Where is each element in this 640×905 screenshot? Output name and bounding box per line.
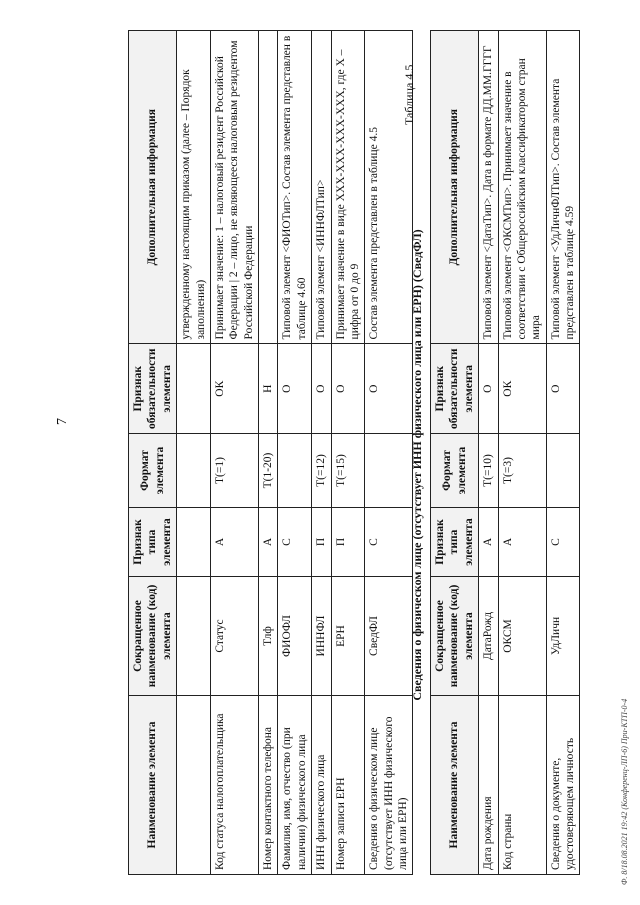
table-row — [210, 31, 258, 875]
cell: Типовой элемент <ОКСМТип>. Принимает значение в соответствии с Общероссийским классификатором стран мира — [498, 31, 546, 344]
cell: T(=12) — [312, 434, 331, 508]
cell: T(1-20) — [259, 434, 278, 508]
cell: Код страны — [498, 696, 546, 875]
cell: Типовой элемент <ФИОТип>. Состав элемента представлен в таблице 4.60 — [278, 31, 312, 344]
cell: Типовой элемент <ДатаТип>. Дата в формате ДД.ММ.ГГГГ — [479, 31, 498, 344]
header-code: Сокращенное наименование (код) элемента — [129, 577, 177, 696]
cell: Код статуса налогоплательщика — [210, 696, 258, 875]
header-type: Признак типа элемента — [431, 508, 479, 577]
cell: T(=10) — [479, 434, 498, 508]
cell: Сведения о документе, удостоверяющем личность — [546, 696, 580, 875]
cell: Н — [259, 344, 278, 434]
header-name: Наименование элемента — [129, 696, 177, 875]
cell: П — [331, 508, 365, 577]
table-header-row — [431, 31, 479, 875]
cell: Принимает значение в виде XXX-XXX-XXX-XXX, где X – цифра от 0 до 9 — [331, 31, 365, 344]
cell — [278, 434, 312, 508]
cell: ФИОФЛ — [278, 577, 312, 696]
cell: Сведения о физическом лице (отсутствует ИНН физического лица или ЕРН) — [365, 696, 413, 875]
cell: ОК — [210, 344, 258, 434]
cell: А — [210, 508, 258, 577]
cell: Дата рождения — [479, 696, 498, 875]
cell: ОКСМ — [498, 577, 546, 696]
table-row — [479, 31, 498, 875]
cell: СведФЛ — [365, 577, 413, 696]
header-info: Дополнительная информация — [129, 31, 177, 344]
cell: О — [365, 344, 413, 434]
cell: П — [312, 508, 331, 577]
cell — [177, 508, 211, 577]
header-required: Признак обязательности элемента — [431, 344, 479, 434]
cell: А — [259, 508, 278, 577]
cell: Фамилия, имя, отчество (при наличии) физического лица — [278, 696, 312, 875]
header-format: Формат элемента — [431, 434, 479, 508]
cell: Принимает значение: 1 – налоговый резидент Российской Федерации | 2 – лицо, не являющееся налоговым резидентом Российской Федерации — [210, 31, 258, 344]
header-name: Наименование элемента — [431, 696, 479, 875]
cell — [177, 696, 211, 875]
cell — [259, 31, 278, 344]
table-row — [331, 31, 365, 875]
table-label: Таблица 4.5 — [402, 64, 416, 125]
table-header-row — [129, 31, 177, 875]
cell: T(=3) — [498, 434, 546, 508]
cell — [177, 344, 211, 434]
page-number: 7 — [55, 418, 70, 425]
cell — [546, 434, 580, 508]
cell: О — [312, 344, 331, 434]
cell: Тлф — [259, 577, 278, 696]
cell: А — [479, 508, 498, 577]
cell: ИННФЛ — [312, 577, 331, 696]
table-title: Сведения о физическом лице (отсутствует ИНН физического лица или ЕРН) (СведФЛ) — [410, 229, 424, 701]
cell: Статус — [210, 577, 258, 696]
cell: С — [546, 508, 580, 577]
cell: ЕРН — [331, 577, 365, 696]
table-row — [546, 31, 580, 875]
table-row — [365, 31, 413, 875]
table-row — [312, 31, 331, 875]
table-row — [259, 31, 278, 875]
cell: С — [365, 508, 413, 577]
cell: УдЛичн — [546, 577, 580, 696]
cell: О — [278, 344, 312, 434]
cell: ОК — [498, 344, 546, 434]
cell: T(=1) — [210, 434, 258, 508]
cell: О — [479, 344, 498, 434]
cell: ИНН физического лица — [312, 696, 331, 875]
cell: Номер контактного телефона — [259, 696, 278, 875]
cell — [365, 434, 413, 508]
table-row — [278, 31, 312, 875]
header-type: Признак типа элемента — [129, 508, 177, 577]
header-info: Дополнительная информация — [431, 31, 479, 344]
cell: С — [278, 508, 312, 577]
footer-stamp: Ф. 8/18.08.2021 19:42 (Конференц-ЛП-6) При-КТП-0-4 — [620, 698, 629, 885]
cell: Типовой элемент <ИННФЛТип> — [312, 31, 331, 344]
cell: утвержденному настоящим приказом (далее – Порядок заполнения) — [177, 31, 211, 344]
cell: О — [546, 344, 580, 434]
table-sved-fl — [430, 30, 580, 875]
cell: О — [331, 344, 365, 434]
header-format: Формат элемента — [129, 434, 177, 508]
cell: ДатаРожд — [479, 577, 498, 696]
cell: Типовой элемент <УдЛичнФЛТип>. Состав элемента представлен в таблице 4.59 — [546, 31, 580, 344]
cell — [177, 434, 211, 508]
cell: Состав элемента представлен в таблице 4.5 — [365, 31, 413, 344]
header-required: Признак обязательности элемента — [129, 344, 177, 434]
table-row — [498, 31, 546, 875]
cell: А — [498, 508, 546, 577]
table-row — [177, 31, 211, 875]
cell — [177, 577, 211, 696]
cell: T(=15) — [331, 434, 365, 508]
cell: Номер записи ЕРН — [331, 696, 365, 875]
table-element-spec — [128, 30, 413, 875]
header-code: Сокращенное наименование (код) элемента — [431, 577, 479, 696]
